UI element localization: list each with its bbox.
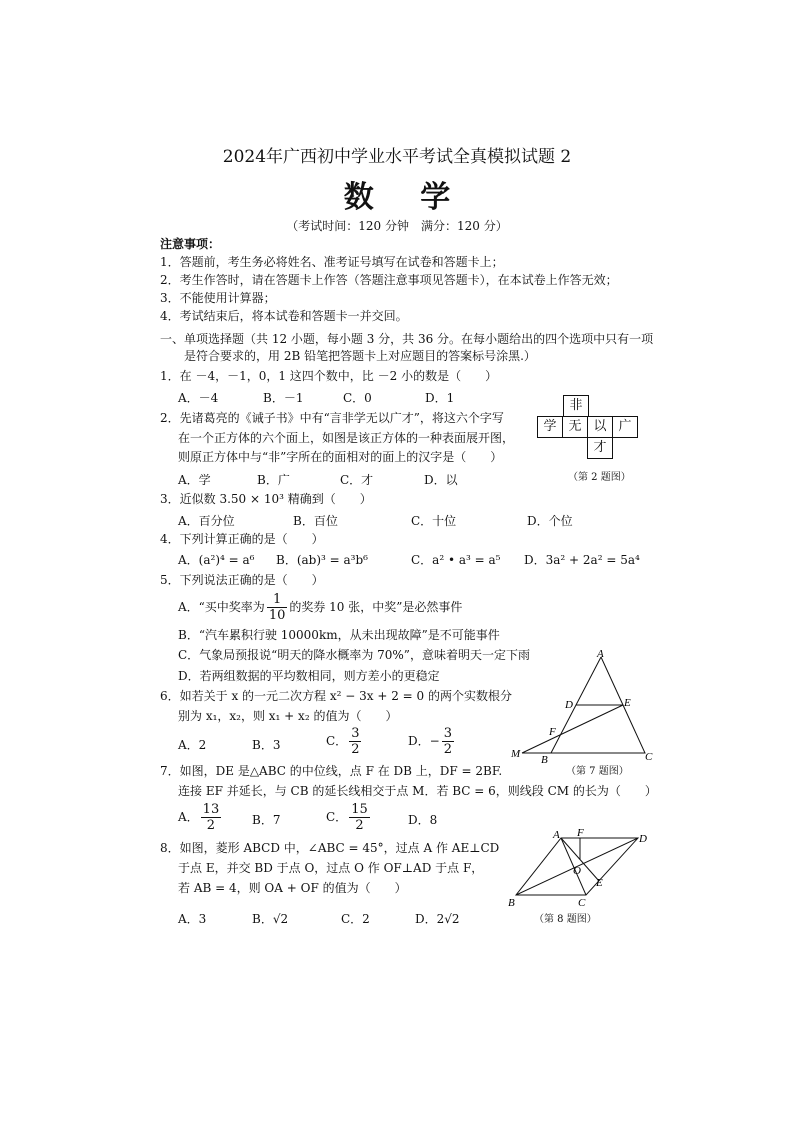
q3-option-a: A．百分位	[178, 514, 235, 528]
q2-option-c: C．才	[340, 473, 374, 487]
numerator: 15	[351, 802, 368, 817]
q7-option-a-pre: A．	[178, 810, 199, 824]
point-b-label: B	[541, 754, 548, 763]
q8-option-b: B．√2	[252, 912, 289, 926]
point-e-label: E	[596, 877, 603, 889]
q2-option-b: B．广	[257, 473, 290, 487]
denominator: 2	[355, 818, 364, 833]
denominator: 2	[351, 742, 360, 757]
point-d-label: D	[565, 699, 573, 711]
net-cell: 广	[612, 416, 638, 438]
q6-stem-1: 6．如若关于 x 的一元二次方程 x² − 3x + 2 = 0 的两个实数根分	[160, 689, 512, 703]
note-item: 2．考生作答时，请在答题卡上作答（答题注意事项见答题卡），在本试卷上作答无效；	[160, 273, 618, 287]
q5-stem: 5．下列说法正确的是（ ）	[160, 573, 324, 587]
point-f-label: F	[577, 827, 584, 839]
q6-stem-2: 别为 x₁，x₂，则 x₁ + x₂ 的值为（ ）	[178, 709, 398, 723]
point-m-label: M	[511, 748, 521, 760]
q6-option-d	[408, 726, 456, 757]
point-o-label: O	[573, 865, 581, 877]
q7-caption: （第 7 题图）	[566, 766, 629, 777]
q5-option-a-pre: A．“买中奖率为	[178, 600, 265, 614]
q1-option-a: A．－4	[178, 391, 219, 405]
q1-option-c: C．0	[343, 391, 372, 405]
net-cell: 非	[563, 395, 589, 417]
section-heading: 一、单项选择题（共 12 小题，每小题 3 分，共 36 分。在每小题给出的四个选项中只有一项	[160, 332, 654, 346]
q8-option-a: A．3	[178, 912, 207, 926]
q7-option-d: D．8	[408, 813, 438, 827]
note-item: 4．考试结束后，将本试卷和答题卡一并交回。	[160, 309, 408, 323]
subject-title: 数 学	[343, 180, 469, 215]
fraction	[349, 802, 370, 833]
q8-stem-3: 若 AB = 4，则 OA + OF 的值为（ ）	[178, 881, 407, 895]
point-d-label: D	[639, 833, 647, 845]
q6-option-c	[326, 726, 363, 757]
q3-stem: 3．近似数 3.50 × 10³ 精确到（ ）	[160, 492, 372, 506]
q3-option-d: D．个位	[527, 514, 573, 528]
q7-stem-2: 连接 EF 并延长，与 CB 的延长线相交于点 M．若 BC = 6，则线段 CM 的长为（ ）	[178, 784, 657, 798]
q1-stem: 1．在 －4，－1，0，1 这四个数中，比 －2 小的数是（ ）	[160, 369, 498, 383]
q6-option-b: B．3	[252, 738, 281, 752]
point-f-label: F	[549, 726, 556, 738]
q7-triangle-figure	[508, 648, 658, 763]
q2-stem-3: 则原正方体中与“非”字所在的面相对的面上的汉字是（ ）	[178, 450, 503, 464]
fraction	[442, 726, 454, 757]
fraction	[267, 592, 288, 623]
fraction	[349, 726, 361, 757]
q8-stem-1: 8．如图，菱形 ABCD 中，∠ABC = 45°，过点 A 作 AE⊥CD	[160, 841, 500, 855]
q8-stem-2: 于点 E，并交 BD 于点 O，过点 O 作 OF⊥AD 于点 F，	[178, 861, 484, 875]
q2-caption: （第 2 题图）	[568, 472, 631, 483]
note-item: 3．不能使用计算器；	[160, 291, 276, 305]
numerator: 13	[202, 802, 220, 817]
point-b-label: B	[508, 897, 515, 908]
q8-option-c: C．2	[341, 912, 370, 926]
q5-option-c: C．气象局预报说“明天的降水概率为 70%”，意味着明天一定下雨	[178, 648, 530, 662]
section-heading-cont: 是符合要求的，用 2B 铅笔把答题卡上对应题目的答案标号涂黑.）	[184, 349, 536, 363]
denominator: 10	[268, 608, 286, 623]
fraction	[201, 802, 222, 833]
net-cell: 无	[562, 416, 588, 438]
q5-option-a-post: 的奖券 10 张，中奖”是必然事件	[289, 600, 463, 614]
point-c-label: C	[645, 751, 653, 763]
q4-option-a: A．(a²)⁴ = a⁶	[178, 553, 255, 567]
q3-option-b: B．百位	[293, 514, 338, 528]
point-c-label: C	[578, 897, 586, 908]
numerator: 3	[351, 726, 360, 741]
q5-option-a	[178, 592, 462, 623]
q1-option-d: D．1	[425, 391, 455, 405]
point-a-label: A	[553, 829, 560, 841]
q8-option-d: D．2√2	[415, 912, 460, 926]
denominator: 2	[206, 818, 216, 833]
q2-stem-1: 2．先诸葛亮的《诫子书》中有“言非学无以广才”，将这六个字写	[160, 411, 504, 425]
q6-option-c-pre: C．	[326, 734, 348, 748]
q2-stem-2: 在一个正方体的六个面上，如图是该正方体的一种表面展开图，	[178, 431, 515, 445]
q3-option-c: C．十位	[411, 514, 457, 528]
q2-option-a: A．学	[178, 473, 211, 487]
q5-option-d: D．若两组数据的平均数相同，则方差小的更稳定	[178, 669, 440, 683]
exam-info: （考试时间：120 分钟 满分：120 分）	[286, 219, 508, 233]
exam-title: 2024年广西初中学业水平考试全真模拟试题 2	[222, 147, 572, 167]
point-e-label: E	[624, 697, 631, 709]
notes-heading: 注意事项：	[160, 237, 221, 251]
numerator: 1	[267, 592, 288, 608]
note-item: 1．答题前，考生务必将姓名、准考证号填写在试卷和答题卡上；	[160, 255, 504, 269]
q7-option-b: B．7	[252, 813, 281, 827]
q7-stem-1: 7．如图，DE 是△ABC 的中位线，点 F 在 DB 上，DF = 2BF.	[160, 764, 503, 778]
q6-option-d-pre: D．−	[408, 734, 440, 748]
q7-option-c	[326, 802, 372, 833]
q7-option-a	[178, 802, 223, 833]
q4-option-b: B．(ab)³ = a³b⁶	[276, 553, 368, 567]
q8-caption: （第 8 题图）	[534, 914, 597, 925]
net-cell: 学	[537, 416, 563, 438]
q5-option-b: B．“汽车累积行驶 10000km，从未出现故障”是不可能事件	[178, 628, 500, 642]
q1-option-b: B．－1	[263, 391, 304, 405]
q4-option-d: D．3a² + 2a² = 5a⁴	[524, 553, 640, 567]
q7-option-c-pre: C．	[326, 810, 348, 824]
q6-option-a: A．2	[178, 738, 207, 752]
q4-stem: 4．下列计算正确的是（ ）	[160, 532, 324, 546]
q2-option-d: D．以	[424, 473, 458, 487]
net-cell: 才	[587, 437, 613, 459]
point-a-label: A	[597, 648, 604, 660]
q4-option-c: C．a² • a³ = a⁵	[411, 553, 501, 567]
numerator: 3	[443, 726, 452, 741]
cube-net-figure	[537, 395, 647, 465]
denominator: 2	[443, 742, 452, 757]
q8-rhombus-figure	[503, 826, 653, 908]
net-cell: 以	[587, 416, 613, 438]
